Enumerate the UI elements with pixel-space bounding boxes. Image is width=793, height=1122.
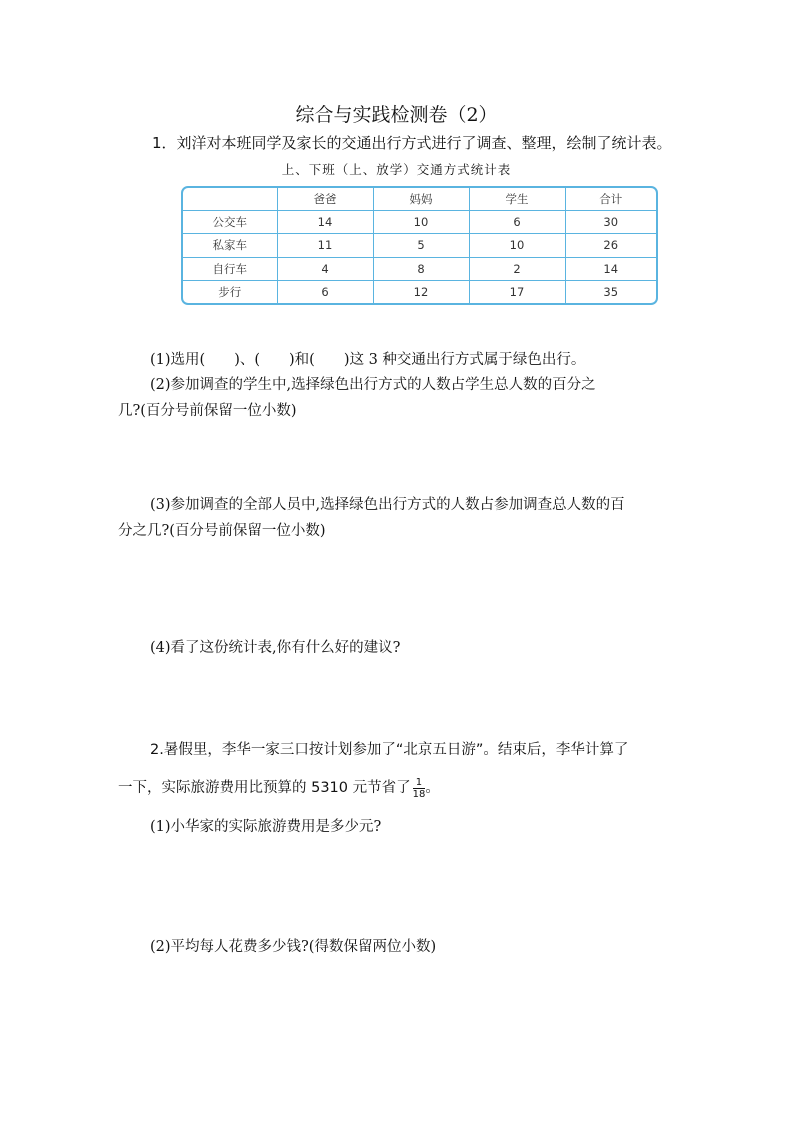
row-label: 自行车: [183, 257, 277, 280]
table-header-cell: [183, 188, 277, 211]
fraction-numerator: 1: [413, 777, 426, 789]
table-cell: 8: [373, 257, 469, 280]
statistics-table: [181, 186, 658, 305]
table-row: [183, 280, 656, 303]
table-row: [183, 211, 656, 234]
question-1-intro: 1．刘洋对本班同学及家长的交通出行方式进行了调查、整理，绘制了统计表。: [152, 134, 672, 152]
question-2-part-2: (2)平均每人花费多少钱?(得数保留两位小数): [150, 939, 437, 955]
row-label: 私家车: [183, 234, 277, 257]
table-header-cell: 爸爸: [277, 188, 373, 211]
question-1-part-3-line-2: 分之几?(百分号前保留一位小数): [118, 523, 326, 539]
table-title: 上、下班（上、放学）交通方式统计表: [281, 162, 512, 177]
fraction-one-eighteenth: [413, 777, 426, 800]
question-1-part-3-line-1: (3)参加调查的全部人员中,选择绿色出行方式的人数占参加调查总人数的百: [150, 497, 625, 513]
table-cell: 2: [469, 257, 565, 280]
question-1-part-2-line-1: (2)参加调查的学生中,选择绿色出行方式的人数占学生总人数的百分之: [150, 377, 596, 393]
question-1-part-4: (4)看了这份统计表,你有什么好的建议?: [150, 640, 401, 656]
table-cell: 12: [373, 280, 469, 303]
table-cell: 6: [277, 280, 373, 303]
table-cell: 6: [469, 211, 565, 234]
table-cell: 10: [469, 234, 565, 257]
table-header-cell: 妈妈: [373, 188, 469, 211]
table-cell: 35: [565, 280, 656, 303]
question-2-line-2-end: 。: [425, 780, 440, 796]
row-label: 公交车: [183, 211, 277, 234]
table-header-cell: 学生: [469, 188, 565, 211]
question-1-part-2-line-2: 几?(百分号前保留一位小数): [118, 403, 297, 419]
question-2-part-1: (1)小华家的实际旅游费用是多少元?: [150, 819, 382, 835]
table-cell: 30: [565, 211, 656, 234]
table-cell: 4: [277, 257, 373, 280]
question-2-line-2-text: 一下，实际旅游费用比预算的 5310 元节省了: [118, 780, 411, 796]
table-cell: 5: [373, 234, 469, 257]
row-label: 步行: [183, 280, 277, 303]
table-cell: 17: [469, 280, 565, 303]
table-row: [183, 257, 656, 280]
table-header-cell: 合计: [565, 188, 656, 211]
table-cell: 26: [565, 234, 656, 257]
table-cell: 14: [565, 257, 656, 280]
question-1-part-1: (1)选用( )、( )和( )这 3 种交通出行方式属于绿色出行。: [150, 352, 586, 368]
fraction-denominator: 18: [412, 788, 426, 800]
question-2-line-2: [118, 776, 440, 800]
table-cell: 10: [373, 211, 469, 234]
table-cell: 14: [277, 211, 373, 234]
table-row: [183, 234, 656, 257]
page-title: 综合与实践检测卷（2）: [295, 104, 498, 126]
table-cell: 11: [277, 234, 373, 257]
question-2-line-1: 2.暑假里，李华一家三口按计划参加了“北京五日游”。结束后，李华计算了: [150, 742, 629, 758]
table-header-row: [183, 188, 656, 211]
